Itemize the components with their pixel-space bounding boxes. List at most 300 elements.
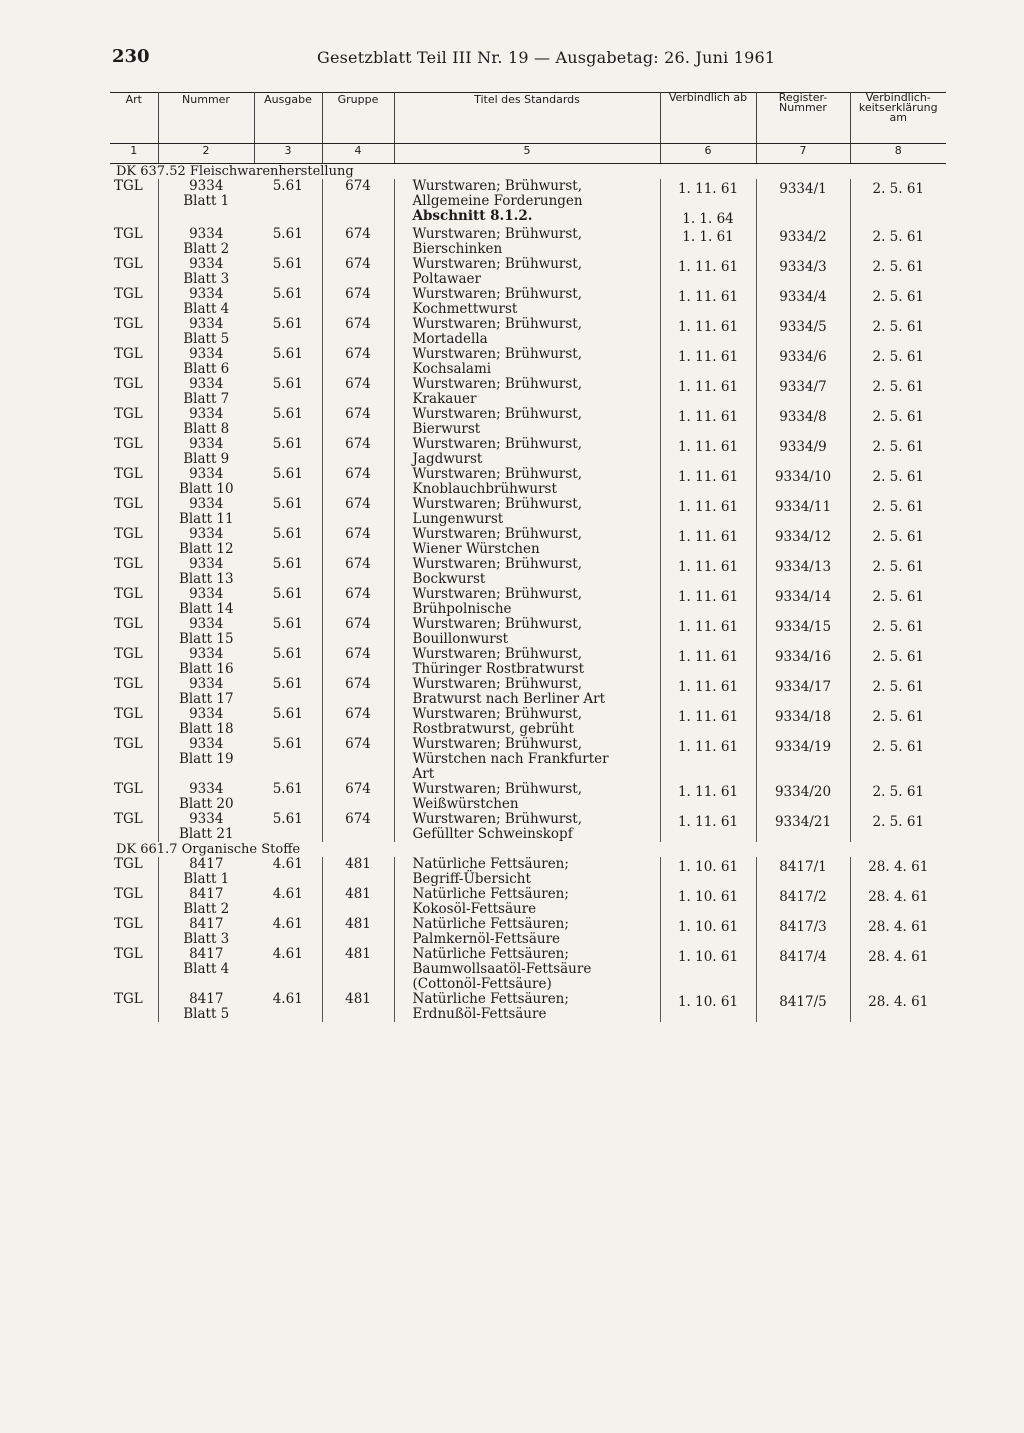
art-cell: TGL: [110, 257, 158, 287]
titel-line: Würstchen nach Frankfurter: [412, 751, 609, 767]
verbindlich-value: 1. 10. 61: [677, 859, 739, 875]
titel-line: Wurstwaren; Brühwurst,: [412, 811, 583, 827]
gruppe-cell: 674: [322, 287, 394, 317]
register-value: 9334/1: [779, 181, 827, 197]
erklaerung-value: 28. 4. 61: [868, 994, 929, 1010]
column-number-row: [110, 144, 946, 164]
ausgabe-cell: 5.61: [254, 179, 322, 227]
erklaerung-value: 2. 5. 61: [872, 589, 925, 605]
table-row: [110, 179, 946, 227]
table-row: [110, 812, 946, 842]
erklaerung-value: 2. 5. 61: [872, 814, 925, 830]
register-value: 9334/12: [774, 529, 832, 545]
verbindlich-cell: [660, 527, 756, 557]
titel-cell: [394, 782, 660, 812]
nummer-cell: [158, 812, 254, 842]
register-cell: [756, 992, 850, 1022]
blatt-value: Blatt 14: [178, 601, 234, 617]
titel-line: Erdnußöl-Fettsäure: [412, 1006, 547, 1022]
erklaerung-cell: [850, 467, 946, 497]
titel-cell: [394, 557, 660, 587]
register-cell: [756, 647, 850, 677]
register-value: 9334/14: [774, 589, 832, 605]
art-cell: TGL: [110, 227, 158, 257]
titel-line: Bockwurst: [412, 571, 486, 587]
ausgabe-cell: 5.61: [254, 257, 322, 287]
nummer-value: 8417: [189, 946, 224, 962]
blatt-value: Blatt 4: [183, 301, 230, 317]
titel-line: Brühpolnische: [412, 601, 512, 617]
ausgabe-cell: 4.61: [254, 857, 322, 887]
table-row: [110, 992, 946, 1022]
nummer-value: 9334: [189, 781, 224, 797]
ausgabe-cell: 5.61: [254, 377, 322, 407]
erklaerung-value: 2. 5. 61: [872, 289, 925, 305]
titel-line: Kochsalami: [412, 361, 492, 377]
gruppe-cell: 481: [322, 857, 394, 887]
gruppe-cell: 481: [322, 917, 394, 947]
gruppe-cell: 674: [322, 467, 394, 497]
gruppe-cell: 674: [322, 347, 394, 377]
register-value: 9334/15: [774, 619, 832, 635]
verbindlich-value: 1. 11. 61: [677, 679, 739, 695]
erklaerung-cell: [850, 947, 946, 992]
verbindlich-value: 1. 10. 61: [677, 949, 739, 965]
ausgabe-cell: 5.61: [254, 677, 322, 707]
titel-line: Weißwürstchen: [412, 796, 519, 812]
register-cell: [756, 287, 850, 317]
register-cell: [756, 617, 850, 647]
nummer-value: 9334: [189, 736, 224, 752]
nummer-value: 9334: [189, 496, 224, 512]
titel-line: Baumwollsaatöl-Fettsäure: [412, 961, 592, 977]
titel-line: Begriff-Übersicht: [412, 871, 531, 887]
erklaerung-value: 2. 5. 61: [872, 619, 925, 635]
erklaerung-value: 2. 5. 61: [872, 229, 925, 245]
register-cell: [756, 377, 850, 407]
gruppe-cell: 674: [322, 587, 394, 617]
erklaerung-cell: [850, 179, 946, 227]
register-value: 9334/7: [779, 379, 827, 395]
nummer-cell: [158, 737, 254, 782]
blatt-value: Blatt 19: [178, 751, 234, 767]
verbindlich-value: 1. 10. 61: [677, 919, 739, 935]
gruppe-cell: 674: [322, 317, 394, 347]
titel-cell: [394, 737, 660, 782]
verbindlich-cell: [660, 737, 756, 782]
verbindlich-value: 1. 11. 61: [677, 619, 739, 635]
titel-cell: [394, 257, 660, 287]
titel-line: Kochmettwurst: [412, 301, 518, 317]
titel-line: Mortadella: [412, 331, 488, 347]
titel-line: Wiener Würstchen: [412, 541, 540, 557]
table-row: [110, 377, 946, 407]
blatt-value: Blatt 2: [183, 901, 230, 917]
erklaerung-value: 2. 5. 61: [872, 559, 925, 575]
titel-line: Wurstwaren; Brühwurst,: [412, 178, 583, 194]
titel-line: Wurstwaren; Brühwurst,: [412, 466, 583, 482]
verbindlich-cell: [660, 782, 756, 812]
register-cell: [756, 587, 850, 617]
register-value: 8417/5: [779, 994, 827, 1010]
register-cell: [756, 527, 850, 557]
art-cell: TGL: [110, 782, 158, 812]
erklaerung-cell: [850, 527, 946, 557]
verbindlich-cell: [660, 617, 756, 647]
register-value: 9334/13: [774, 559, 832, 575]
nummer-value: 9334: [189, 406, 224, 422]
erklaerung-value: 2. 5. 61: [872, 349, 925, 365]
col-num: 4: [322, 144, 394, 164]
gruppe-cell: 674: [322, 782, 394, 812]
titel-cell: [394, 857, 660, 887]
verbindlich-value: 1. 11. 61: [677, 259, 739, 275]
col-header-nummer: Nummer: [158, 93, 254, 144]
titel-line: Bratwurst nach Berliner Art: [412, 691, 606, 707]
ausgabe-cell: 5.61: [254, 347, 322, 377]
verbindlich-value: 1. 11. 61: [677, 784, 739, 800]
nummer-value: 9334: [189, 316, 224, 332]
nummer-cell: [158, 992, 254, 1022]
nummer-value: 9334: [189, 556, 224, 572]
titel-line: Wurstwaren; Brühwurst,: [412, 526, 583, 542]
register-value: 9334/8: [779, 409, 827, 425]
ausgabe-cell: 5.61: [254, 497, 322, 527]
art-cell: TGL: [110, 887, 158, 917]
verbindlich-value: 1. 11. 61: [677, 499, 739, 515]
register-cell: [756, 497, 850, 527]
blatt-value: Blatt 17: [178, 691, 234, 707]
verbindlich-cell: [660, 497, 756, 527]
art-cell: TGL: [110, 812, 158, 842]
verbindlich-cell: [660, 587, 756, 617]
titel-cell: [394, 287, 660, 317]
titel-line: Wurstwaren; Brühwurst,: [412, 676, 583, 692]
col-header-ausgabe: Ausgabe: [254, 93, 322, 144]
verbindlich-value-2: 1. 1. 64: [682, 211, 734, 227]
register-cell: [756, 227, 850, 257]
art-cell: TGL: [110, 467, 158, 497]
col-num: 7: [756, 144, 850, 164]
register-value: 9334/11: [774, 499, 832, 515]
verbindlich-cell: [660, 947, 756, 992]
register-cell: [756, 557, 850, 587]
col-header-verbindlich: Verbindlich ab: [660, 93, 756, 144]
erklaerung-cell: [850, 647, 946, 677]
titel-cell: [394, 917, 660, 947]
verbindlich-cell: [660, 812, 756, 842]
table-row: [110, 317, 946, 347]
verbindlich-value: 1. 11. 61: [677, 379, 739, 395]
table-row: [110, 707, 946, 737]
verbindlich-value: 1. 11. 61: [677, 439, 739, 455]
blatt-value: Blatt 10: [178, 481, 234, 497]
col-num: 6: [660, 144, 756, 164]
nummer-value: 9334: [189, 706, 224, 722]
table-row: [110, 257, 946, 287]
erklaerung-value: 28. 4. 61: [868, 859, 929, 875]
titel-line: Natürliche Fettsäuren;: [412, 916, 569, 932]
erklaerung-cell: [850, 617, 946, 647]
blatt-value: Blatt 9: [183, 451, 230, 467]
blatt-value: Blatt 5: [183, 1006, 230, 1022]
art-cell: TGL: [110, 917, 158, 947]
erklaerung-cell: [850, 887, 946, 917]
titel-cell: [394, 467, 660, 497]
erklaerung-cell: [850, 782, 946, 812]
titel-cell: [394, 707, 660, 737]
register-value: 8417/2: [779, 889, 827, 905]
erklaerung-value: 2. 5. 61: [872, 181, 925, 197]
ausgabe-cell: 5.61: [254, 707, 322, 737]
blatt-value: Blatt 6: [183, 361, 230, 377]
erklaerung-value: 2. 5. 61: [872, 439, 925, 455]
titel-cell: [394, 992, 660, 1022]
titel-line: Krakauer: [412, 391, 477, 407]
col-num: 2: [158, 144, 254, 164]
titel-line: Wurstwaren; Brühwurst,: [412, 556, 583, 572]
ausgabe-cell: 5.61: [254, 527, 322, 557]
titel-cell: [394, 377, 660, 407]
erklaerung-value: 2. 5. 61: [872, 259, 925, 275]
titel-line: Bierschinken: [412, 241, 503, 257]
section-heading: DK 637.52 Fleischwarenherstellung: [116, 164, 354, 179]
nummer-cell: [158, 647, 254, 677]
nummer-value: 9334: [189, 226, 224, 242]
titel-cell: [394, 812, 660, 842]
register-cell: [756, 677, 850, 707]
gruppe-cell: 674: [322, 407, 394, 437]
titel-line: Wurstwaren; Brühwurst,: [412, 436, 583, 452]
gruppe-cell: 674: [322, 557, 394, 587]
erklaerung-cell: [850, 287, 946, 317]
nummer-value: 9334: [189, 526, 224, 542]
nummer-cell: [158, 587, 254, 617]
gruppe-cell: 674: [322, 179, 394, 227]
nummer-cell: [158, 287, 254, 317]
erklaerung-cell: [850, 407, 946, 437]
verbindlich-cell: [660, 467, 756, 497]
ausgabe-cell: 5.61: [254, 647, 322, 677]
titel-line: Wurstwaren; Brühwurst,: [412, 586, 583, 602]
ausgabe-cell: 4.61: [254, 887, 322, 917]
titel-line: Wurstwaren; Brühwurst,: [412, 496, 583, 512]
nummer-cell: [158, 917, 254, 947]
art-cell: TGL: [110, 527, 158, 557]
gruppe-cell: 674: [322, 257, 394, 287]
titel-line: Wurstwaren; Brühwurst,: [412, 706, 583, 722]
nummer-cell: [158, 617, 254, 647]
nummer-cell: [158, 437, 254, 467]
nummer-value: 9334: [189, 586, 224, 602]
nummer-cell: [158, 557, 254, 587]
gruppe-cell: 674: [322, 737, 394, 782]
erklaerung-cell: [850, 257, 946, 287]
ausgabe-cell: 5.61: [254, 407, 322, 437]
blatt-value: Blatt 18: [178, 721, 234, 737]
erklaerung-cell: [850, 557, 946, 587]
nummer-value: 9334: [189, 436, 224, 452]
erklaerung-cell: [850, 377, 946, 407]
titel-cell: [394, 947, 660, 992]
table-row: [110, 587, 946, 617]
ausgabe-cell: 5.61: [254, 557, 322, 587]
table-row: [110, 467, 946, 497]
table-row: [110, 917, 946, 947]
titel-line: Bierwurst: [412, 421, 481, 437]
blatt-value: Blatt 11: [178, 511, 234, 527]
register-value: 9334/21: [774, 814, 832, 830]
blatt-value: Blatt 21: [178, 826, 234, 842]
register-cell: [756, 407, 850, 437]
art-cell: TGL: [110, 317, 158, 347]
erklaerung-value: 28. 4. 61: [868, 889, 929, 905]
verbindlich-value: 1. 11. 61: [677, 814, 739, 830]
nummer-value: 9334: [189, 346, 224, 362]
header-row: [110, 93, 946, 144]
erklaerung-cell: [850, 347, 946, 377]
titel-line: Natürliche Fettsäuren;: [412, 886, 569, 902]
blatt-value: Blatt 13: [178, 571, 234, 587]
verbindlich-value: 1. 11. 61: [677, 559, 739, 575]
register-value: 9334/4: [779, 289, 827, 305]
blatt-value: Blatt 12: [178, 541, 234, 557]
titel-cell: [394, 227, 660, 257]
table-row: [110, 437, 946, 467]
table-row: [110, 677, 946, 707]
titel-cell: [394, 437, 660, 467]
section-row: [110, 164, 946, 180]
titel-cell: [394, 497, 660, 527]
register-value: 9334/2: [779, 229, 827, 245]
register-cell: [756, 917, 850, 947]
erklaerung-cell: [850, 587, 946, 617]
verbindlich-cell: [660, 257, 756, 287]
erklaerung-cell: [850, 992, 946, 1022]
gruppe-cell: 674: [322, 497, 394, 527]
titel-line: Wurstwaren; Brühwurst,: [412, 256, 583, 272]
verbindlich-value: 1. 11. 61: [677, 289, 739, 305]
verbindlich-cell: [660, 227, 756, 257]
blatt-value: Blatt 20: [178, 796, 234, 812]
erklaerung-cell: [850, 812, 946, 842]
erklaerung-cell: [850, 857, 946, 887]
titel-line: Jagdwurst: [412, 451, 483, 467]
nummer-value: 8417: [189, 886, 224, 902]
verbindlich-cell: [660, 179, 756, 227]
register-value: 9334/17: [774, 679, 832, 695]
art-cell: TGL: [110, 497, 158, 527]
ausgabe-cell: 5.61: [254, 782, 322, 812]
titel-line: Gefüllter Schweinskopf: [412, 826, 573, 842]
titel-line: Wurstwaren; Brühwurst,: [412, 646, 583, 662]
register-cell: [756, 317, 850, 347]
table-row: [110, 947, 946, 992]
art-cell: TGL: [110, 587, 158, 617]
art-cell: TGL: [110, 347, 158, 377]
blatt-value: Blatt 3: [183, 271, 230, 287]
art-cell: TGL: [110, 737, 158, 782]
blatt-value: Blatt 7: [183, 391, 230, 407]
table-row: [110, 527, 946, 557]
erklaerung-value: 28. 4. 61: [868, 919, 929, 935]
erklaerung-cell: [850, 737, 946, 782]
art-cell: TGL: [110, 287, 158, 317]
blatt-value: Blatt 8: [183, 421, 230, 437]
register-cell: [756, 347, 850, 377]
table-body: [110, 164, 946, 1023]
erklaerung-value: 2. 5. 61: [872, 379, 925, 395]
col-header-gruppe: Gruppe: [322, 93, 394, 144]
ausgabe-cell: 4.61: [254, 947, 322, 992]
col-header-register: Register-Nummer: [756, 93, 850, 144]
ausgabe-cell: 5.61: [254, 617, 322, 647]
titel-cell: [394, 179, 660, 227]
erklaerung-value: 2. 5. 61: [872, 529, 925, 545]
register-cell: [756, 467, 850, 497]
titel-line: Allgemeine Forderungen: [412, 193, 583, 209]
art-cell: TGL: [110, 857, 158, 887]
verbindlich-value: 1. 11. 61: [677, 649, 739, 665]
col-num: 3: [254, 144, 322, 164]
titel-line: Wurstwaren; Brühwurst,: [412, 316, 583, 332]
blatt-value: Blatt 3: [183, 931, 230, 947]
verbindlich-cell: [660, 992, 756, 1022]
verbindlich-value: 1. 11. 61: [677, 739, 739, 755]
verbindlich-value: 1. 11. 61: [677, 319, 739, 335]
register-cell: [756, 857, 850, 887]
register-cell: [756, 782, 850, 812]
blatt-value: Blatt 2: [183, 241, 230, 257]
verbindlich-value: 1. 1. 61: [682, 229, 734, 245]
nummer-value: 9334: [189, 286, 224, 302]
erklaerung-value: 2. 5. 61: [872, 709, 925, 725]
ausgabe-cell: 4.61: [254, 992, 322, 1022]
nummer-value: 9334: [189, 811, 224, 827]
nummer-value: 8417: [189, 916, 224, 932]
nummer-cell: [158, 179, 254, 227]
register-value: 9334/6: [779, 349, 827, 365]
col-header-titel: Titel des Standards: [394, 93, 660, 144]
register-value: 8417/4: [779, 949, 827, 965]
verbindlich-cell: [660, 287, 756, 317]
verbindlich-cell: [660, 917, 756, 947]
gruppe-cell: 674: [322, 647, 394, 677]
verbindlich-value: 1. 10. 61: [677, 889, 739, 905]
nummer-cell: [158, 887, 254, 917]
titel-cell: [394, 407, 660, 437]
nummer-cell: [158, 227, 254, 257]
verbindlich-value: 1. 10. 61: [677, 994, 739, 1010]
register-cell: [756, 707, 850, 737]
table-row: [110, 497, 946, 527]
art-cell: TGL: [110, 407, 158, 437]
nummer-value: 9334: [189, 616, 224, 632]
erklaerung-value: 2. 5. 61: [872, 469, 925, 485]
gruppe-cell: 674: [322, 227, 394, 257]
verbindlich-cell: [660, 407, 756, 437]
table-row: [110, 347, 946, 377]
erklaerung-value: 2. 5. 61: [872, 499, 925, 515]
standards-table: [110, 92, 946, 1022]
register-cell: [756, 179, 850, 227]
nummer-cell: [158, 857, 254, 887]
verbindlich-value: 1. 11. 61: [677, 529, 739, 545]
verbindlich-cell: [660, 347, 756, 377]
verbindlich-value: 1. 11. 61: [677, 709, 739, 725]
blatt-value: Blatt 15: [178, 631, 234, 647]
erklaerung-value: 2. 5. 61: [872, 649, 925, 665]
